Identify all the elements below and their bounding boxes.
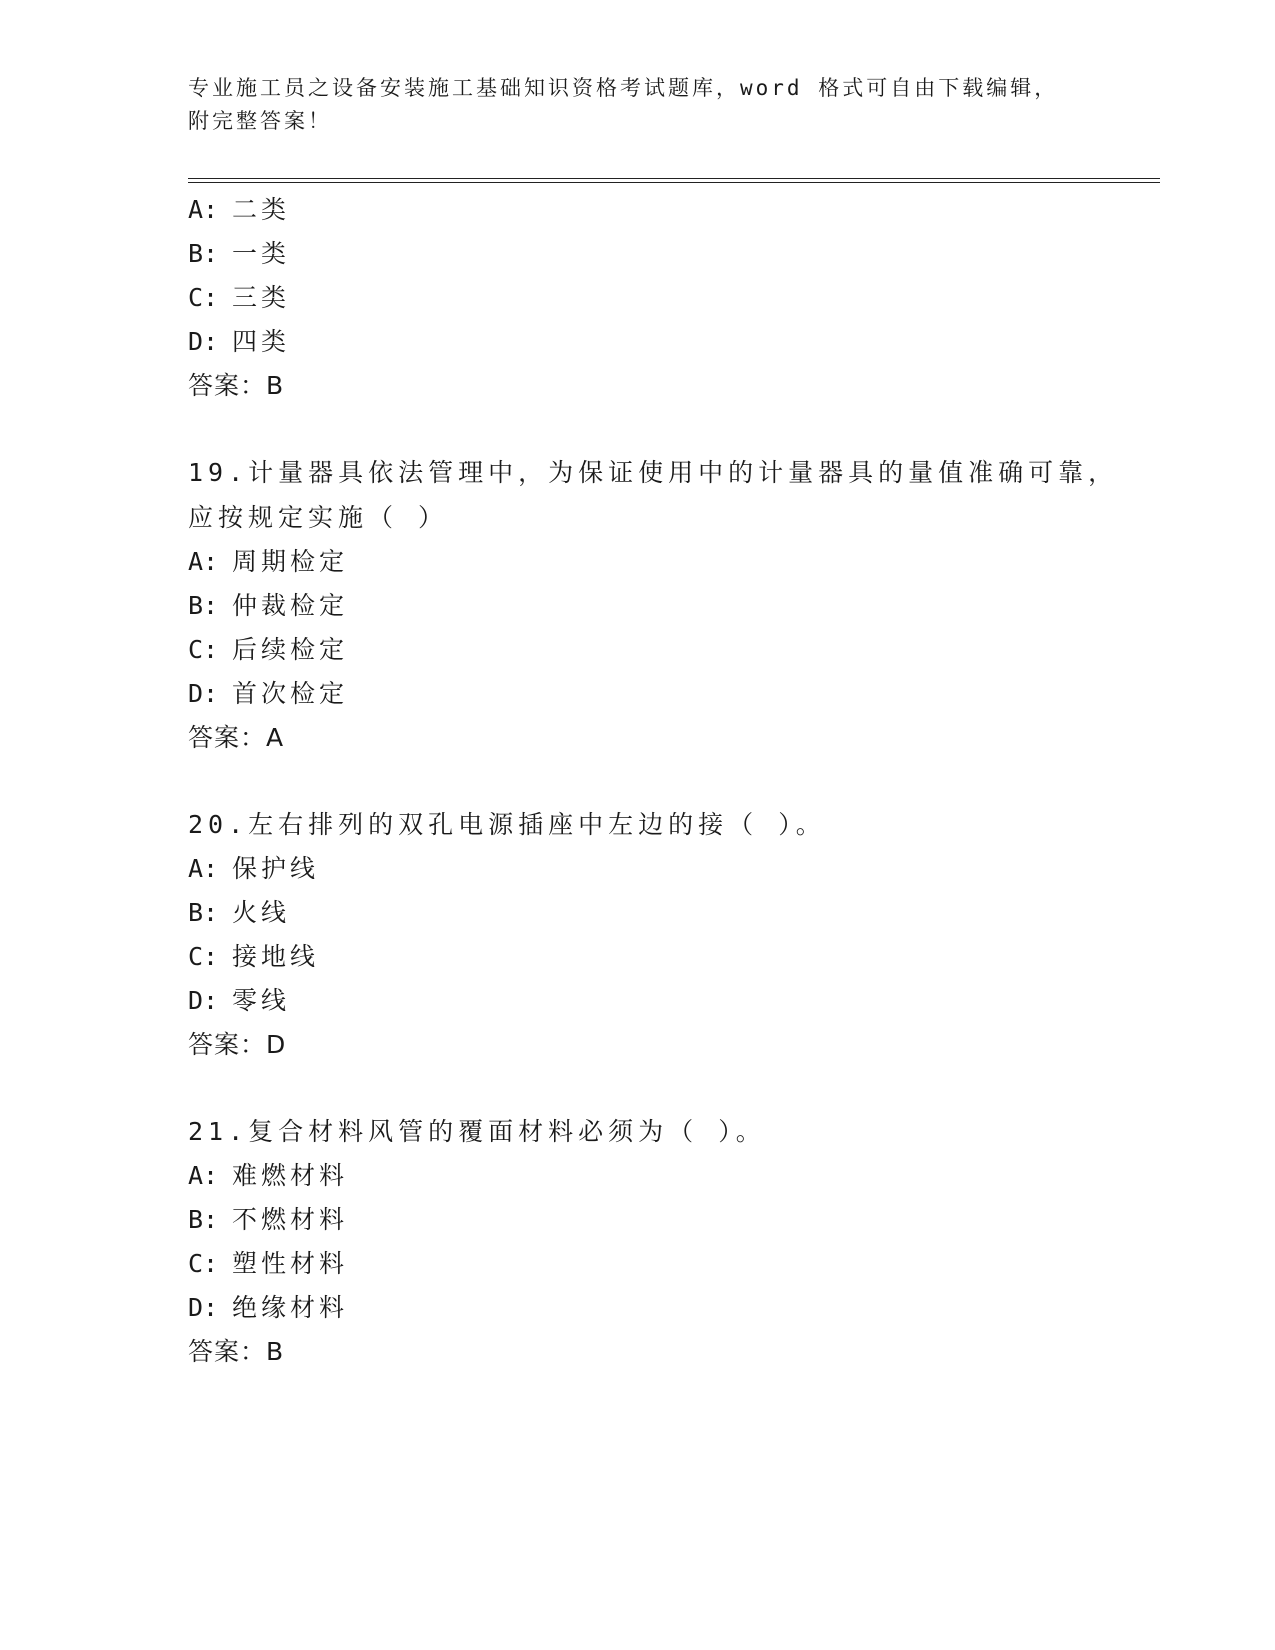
q20-question-line-1: 20.左右排列的双孔电源插座中左边的接（ ）。 [188,810,826,839]
option-text: 三类 [232,283,291,312]
q18-option-b [188,238,290,270]
option-label: B: [188,898,219,927]
option-label: D: [188,986,219,1015]
option-label: B: [188,239,219,268]
q21-question-line-1: 21.复合材料风管的覆面材料必须为（ ）。 [188,1117,766,1146]
q21-option-a [188,1160,348,1192]
q20-answer: 答案：D [188,1030,287,1059]
option-text: 一类 [232,239,291,268]
option-label: A: [188,854,219,883]
option-label: A: [188,195,219,224]
option-label: C: [188,1249,219,1278]
q18-option-c [188,282,290,314]
header-line-1: 专业施工员之设备安装施工基础知识资格考试题库，word 格式可自由下载编辑， [188,76,1059,100]
option-text: 难燃材料 [232,1161,349,1190]
q21-option-c [188,1248,348,1280]
option-text: 火线 [232,898,291,927]
q21-option-d [188,1292,348,1324]
header-rule-top [188,178,1160,179]
q20-option-b [188,897,290,929]
option-text: 后续检定 [232,635,349,664]
option-text: 接地线 [232,942,320,971]
option-label: A: [188,1161,219,1190]
q19-option-c [188,634,348,666]
header-line-2: 附完整答案！ [188,109,332,133]
option-text: 绝缘材料 [232,1293,349,1322]
option-label: C: [188,942,219,971]
q21-option-b [188,1204,348,1236]
option-text: 二类 [232,195,291,224]
header-rule-bottom [188,182,1160,183]
q18-option-d [188,326,290,358]
option-label: C: [188,635,219,664]
option-text: 四类 [232,327,291,356]
q20-option-d [188,985,290,1017]
option-label: B: [188,1205,219,1234]
option-label: C: [188,283,219,312]
option-label: D: [188,679,219,708]
q19-answer: 答案：A [188,723,285,752]
q19-option-b [188,590,348,622]
option-label: D: [188,1293,219,1322]
q19-question-line-1: 19.计量器具依法管理中，为保证使用中的计量器具的量值准确可靠， [188,458,1119,487]
q20-option-c [188,941,319,973]
option-label: B: [188,591,219,620]
option-label: A: [188,547,219,576]
q19-option-d [188,678,348,710]
q21-answer: 答案：B [188,1337,285,1366]
option-text: 仲裁检定 [232,591,349,620]
option-text: 塑性材料 [232,1249,349,1278]
q18-answer: 答案：B [188,371,285,400]
q20-option-a [188,853,319,885]
document-header [188,72,1068,138]
option-text: 首次检定 [232,679,349,708]
option-text: 零线 [232,986,291,1015]
option-text: 周期检定 [232,547,349,576]
q19-option-a [188,546,348,578]
q19-question-line-2: 应按规定实施（ ） [188,503,449,532]
option-text: 保护线 [232,854,320,883]
option-text: 不燃材料 [232,1205,349,1234]
option-label: D: [188,327,219,356]
q18-option-a [188,194,290,226]
